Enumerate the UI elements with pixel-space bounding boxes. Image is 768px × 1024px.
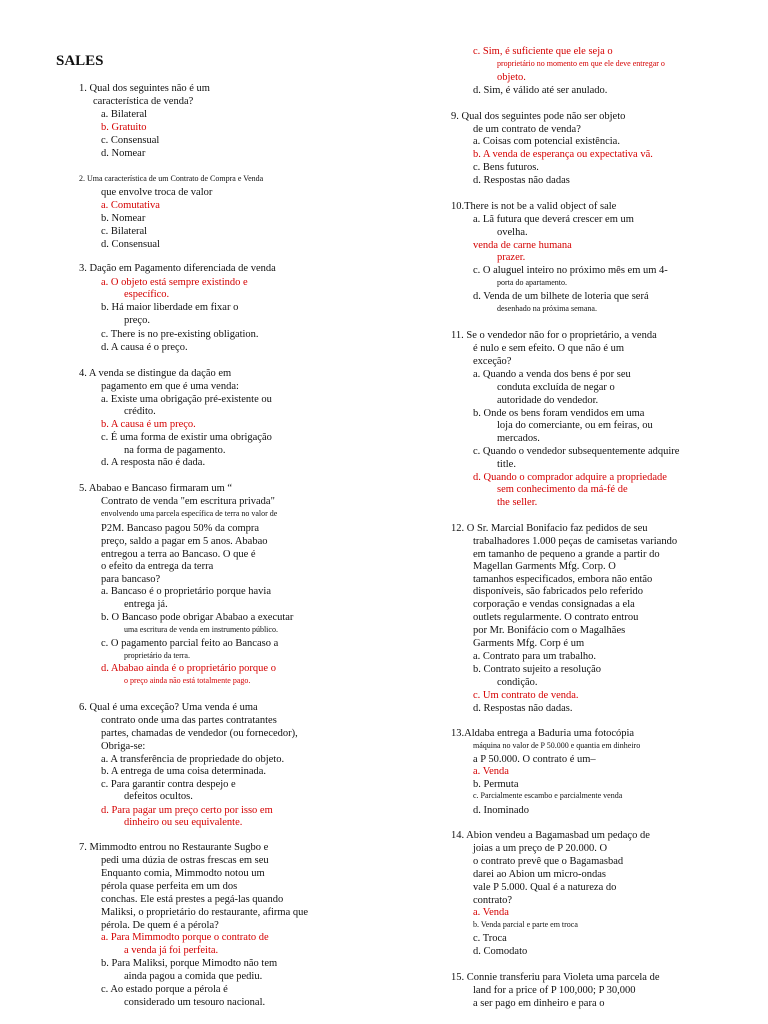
text-line: 13.Aldaba entrega a Baduria uma fotocópia [451, 728, 635, 739]
text-line: o efeito da entrega da terra [101, 561, 214, 572]
text-line: d. A causa é o preço. [101, 342, 188, 353]
text-line: considerado um tesouro nacional. [124, 997, 266, 1008]
text-line: preço. [124, 315, 150, 326]
text-line: preço, saldo a pagar em 5 anos. Ababao [101, 536, 268, 547]
page-title: SALES [56, 53, 104, 69]
text-line: c. Sim, é suficiente que ele seja o [473, 46, 613, 57]
text-line: 1. Qual dos seguintes não é um [79, 83, 210, 94]
text-line: a. Existe uma obrigação pré-existente ou [101, 394, 272, 405]
text-line: específico. [124, 289, 170, 300]
text-line: b. Contrato sujeito a resolução [473, 664, 602, 675]
text-line: defeitos ocultos. [124, 791, 193, 802]
text-line: 10.There is not be a valid object of sale [451, 201, 617, 212]
text-line: Garments Mfg. Corp é um [473, 638, 585, 649]
text-line: a. Quando a venda dos bens é por seu [473, 369, 631, 380]
text-line: 5. Ababao e Bancaso firmaram um “ [79, 483, 233, 494]
text-line: envolvendo uma parcela específica de terra no valor de [101, 509, 278, 518]
text-line: darei ao Abion um micro-ondas [473, 869, 606, 880]
text-line: em tamanho de pequeno a grande a partir do [473, 549, 660, 560]
text-line: pedi uma dúzia de ostras frescas em seu [101, 855, 269, 866]
text-line: disponíveis, são fabricados pelo referido [473, 586, 643, 597]
text-line: pagamento em que é uma venda: [101, 381, 239, 392]
text-line: c. Consensual [101, 135, 160, 146]
text-line: b. Para Maliksi, porque Mimodto não tem [101, 958, 278, 969]
text-line: na forma de pagamento. [124, 445, 226, 456]
text-line: outlets regularmente. O contrato entrou [473, 612, 639, 623]
text-line: pérola. De quem é a pérola? [101, 920, 219, 931]
text-line: d. Respostas não dadas. [473, 703, 573, 714]
text-line: b. Gratuito [101, 122, 147, 133]
text-line: d. A resposta não é dada. [101, 457, 206, 468]
text-line: 15. Connie transferiu para Violeta uma parcela de [451, 972, 660, 983]
text-line: crédito. [124, 406, 156, 417]
text-line: a. Venda [473, 766, 509, 777]
text-line: entregou a terra ao Bancaso. O que é [101, 549, 256, 560]
text-line: d. Venda de um bilhete de loteria que será [473, 291, 649, 302]
text-line: a P 50.000. O contrato é um– [473, 754, 596, 765]
text-line: b. A causa é um preço. [101, 419, 196, 430]
text-line: a venda já foi perfeita. [124, 945, 219, 956]
text-line: mercados. [497, 433, 540, 444]
text-line: sem conhecimento da má-fé de [497, 484, 628, 495]
text-line: corporação e vendas consignadas a ela [473, 599, 635, 610]
text-line: vale P 5.000. Qual é a natureza do [473, 882, 617, 893]
text-line: Maliksi, o proprietário do restaurante, afirma que [101, 907, 309, 918]
text-line: a. Comutativa [101, 200, 160, 211]
text-line: 14. Abion vendeu a Bagamasbad um pedaço de [451, 830, 650, 841]
text-line: condição. [497, 677, 538, 688]
text-line: c. Bens futuros. [473, 162, 539, 173]
text-line: a. Bilateral [101, 109, 148, 120]
text-line: d. Ababao ainda é o proprietário porque o [101, 663, 276, 674]
text-line: ainda pagou a comida que pediu. [124, 971, 263, 982]
text-line: Enquanto comia, Mimmodto notou um [101, 868, 265, 879]
text-line: c. Ao estado porque a pérola é [101, 984, 228, 995]
text-line: Magellan Garments Mfg. Corp. O [473, 561, 616, 572]
text-line: exceção? [473, 356, 512, 367]
text-line: a. Contrato para um trabalho. [473, 651, 597, 662]
text-line: entrega já. [124, 599, 168, 610]
text-line: 11. Se o vendedor não for o proprietário, a venda [451, 330, 657, 341]
text-line: venda de carne humana [473, 240, 572, 251]
text-line: the seller. [497, 497, 538, 508]
text-line: a. Bancaso é o proprietário porque havia [101, 586, 271, 597]
text-line: prazer. [497, 252, 526, 263]
text-line: a. Coisas com potencial existência. [473, 136, 620, 147]
text-line: b. Venda parcial e parte em troca [473, 920, 578, 929]
text-line: d. Para pagar um preço certo por isso em [101, 805, 273, 816]
text-line: 2. Uma característica de um Contrato de Compra e Venda [79, 174, 264, 183]
text-line: trabalhadores 1.000 peças de camisetas variando [473, 536, 678, 547]
text-line: a. O objeto está sempre existindo e [101, 277, 248, 288]
text-line: c. Quando o vendedor subsequentemente adquire [473, 446, 680, 457]
text-line: a. Venda [473, 907, 509, 918]
text-line: b. Permuta [473, 779, 519, 790]
text-line: loja do comerciante, ou em feiras, ou [497, 420, 653, 431]
text-line: é nulo e sem efeito. O que não é um [473, 343, 625, 354]
text-line: c. O pagamento parcial feito ao Bancaso a [101, 638, 279, 649]
text-line: joias a um preço de P 20.000. O [473, 843, 608, 854]
text-line: tamanhos especificados, embora não então [473, 574, 653, 585]
text-line: d. Consensual [101, 239, 160, 250]
text-line: a. A transferência de propriedade do objeto. [101, 754, 285, 765]
text-line: P2M. Bancaso pagou 50% da compra [101, 523, 260, 534]
text-line: c. O aluguel inteiro no próximo mês em um 4- [473, 265, 668, 276]
text-line: conduta excluída de negar o [497, 382, 615, 393]
text-line: a. Lã futura que deverá crescer em um [473, 214, 634, 225]
text-line: c. É uma forma de existir uma obrigação [101, 432, 272, 443]
text-line: ovelha. [497, 227, 528, 238]
text-line: contrato? [473, 895, 513, 906]
text-line: o preço ainda não está totalmente pago. [124, 676, 251, 685]
text-line: b. Nomear [101, 213, 146, 224]
text-line: 7. Mimmodto entrou no Restaurante Sugbo e [79, 842, 269, 853]
text-line: proprietário da terra. [124, 651, 190, 660]
text-line: 3. Dação em Pagamento diferenciada de venda [79, 263, 276, 274]
text-line: b. A venda de esperança ou expectativa vã. [473, 149, 653, 160]
text-line: b. O Bancaso pode obrigar Ababao a executar [101, 612, 294, 623]
text-line: o contrato prevê que o Bagamasbad [473, 856, 624, 867]
text-line: a ser pago em dinheiro e para o [473, 998, 605, 1009]
text-line: Contrato de venda "em escritura privada" [101, 496, 275, 507]
text-line: c. There is no pre-existing obligation. [101, 329, 259, 340]
text-line: 12. O Sr. Marcial Bonifacio faz pedidos de seu [451, 523, 648, 534]
text-line: b. Há maior liberdade em fixar o [101, 302, 239, 313]
text-line: que envolve troca de valor [101, 187, 213, 198]
text-line: por Mr. Bonifácio com o Magalhães [473, 625, 626, 636]
text-line: 6. Qual é uma exceção? Uma venda é uma [79, 702, 258, 713]
text-line: Obriga-se: [101, 741, 146, 752]
text-line: para bancaso? [101, 574, 161, 585]
text-line: autoridade do vendedor. [497, 395, 599, 406]
text-line: d. Sim, é válido até ser anulado. [473, 85, 608, 96]
text-line: b. Onde os bens foram vendidos em uma [473, 408, 645, 419]
text-line: d. Quando o comprador adquire a propriedade [473, 472, 667, 483]
text-line: d. Comodato [473, 946, 528, 957]
text-line: d. Inominado [473, 805, 529, 816]
text-line: c. Parcialmente escambo e parcialmente venda [473, 791, 623, 800]
text-line: c. Troca [473, 933, 507, 944]
text-line: dinheiro ou seu equivalente. [124, 817, 243, 828]
text-line: porta do apartamento. [497, 278, 567, 287]
text-line: máquina no valor de P 50.000 e quantia em dinheiro [473, 741, 641, 750]
text-line: proprietário no momento em que ele deve entregar o [497, 59, 665, 68]
text-line: objeto. [497, 72, 526, 83]
text-line: b. A entrega de uma coisa determinada. [101, 766, 267, 777]
text-line: pérola quase perfeita em um dos [101, 881, 238, 892]
text-line: c. Para garantir contra despejo e [101, 779, 236, 790]
text-line: uma escritura de venda em instrumento público. [124, 625, 278, 634]
text-line: c. Bilateral [101, 226, 148, 237]
text-line: land for a price of P 100,000; P 30,000 [473, 985, 636, 996]
text-line: partes, chamadas de vendedor (ou fornecedor), [101, 728, 298, 739]
text-line: contrato onde uma das partes contratantes [101, 715, 277, 726]
text-line: a. Para Mimmodto porque o contrato de [101, 932, 269, 943]
text-line: d. Nomear [101, 148, 146, 159]
text-line: de um contrato de venda? [473, 124, 581, 135]
text-line: conchas. Ele está prestes a pegá-las quando [101, 894, 284, 905]
text-line: desenhado na próxima semana. [497, 304, 597, 313]
text-line: 9. Qual dos seguintes pode não ser objeto [451, 111, 626, 122]
text-line: c. Um contrato de venda. [473, 690, 579, 701]
text-line: d. Respostas não dadas [473, 175, 570, 186]
text-line: 4. A venda se distingue da dação em [79, 368, 232, 379]
text-line: característica de venda? [93, 96, 194, 107]
text-line: title. [497, 459, 516, 470]
